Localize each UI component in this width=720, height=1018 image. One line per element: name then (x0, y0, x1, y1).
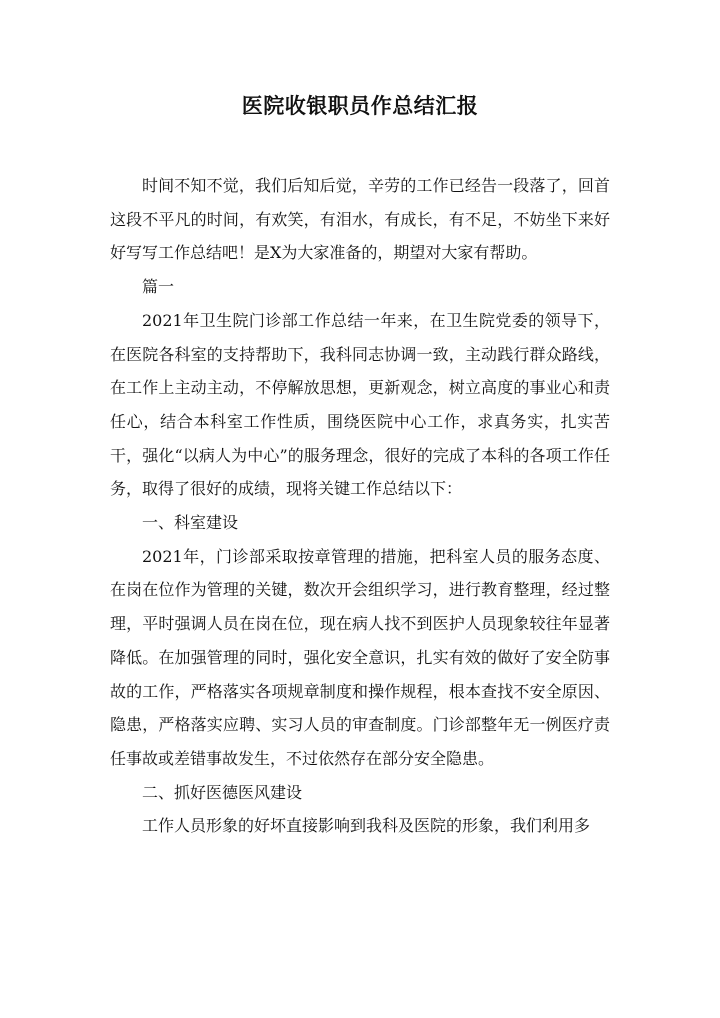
document-body (110, 169, 610, 843)
paragraph-department-construction: 2021年，门诊部采取按章管理的措施，把科室人员的服务态度、在岗在位作为管理的关键，数次开会组织学习，进行教育整理，经过整理，平时强调人员在岗在位，现在病人找不到医护人员现象较往年显著降低。在加强管理的同时，强化安全意识，扎实有效的做好了安全防事故的工作，严格落实各项规章制度和操作规程，根本查找不安全原因、隐患，严格落实应聘、实习人员的审查制度。门诊部整年无一例医疗责任事故或差错事故发生，不过依然存在部分安全隐患。 (110, 546, 610, 768)
heading-medical-ethics: 二、抓好医德医风建设 (142, 782, 303, 802)
paragraph-medical-ethics: 工作人员形象的好坏直接影响到我科及医院的形象，我们利用多 (142, 816, 591, 836)
document-title: 医院收银职员作总结汇报 (241, 93, 479, 118)
paragraph-intro: 时间不知不觉，我们后知后觉，辛劳的工作已经告一段落了，回首这段不平凡的时间，有欢笑，有泪水，有成长，有不足，不妨坐下来好好写写工作总结吧！是X为大家准备的，期望对大家有帮助。 (110, 176, 610, 263)
heading-department-construction: 一、科室建设 (142, 513, 239, 533)
paragraph-summary: 2021年卫生院门诊部工作总结一年来，在卫生院党委的领导下，在医院各科室的支持帮助下，我科同志协调一致，主动践行群众路线，在工作上主动主动，不停解放思想，更新观念，树立高度的事业心和责任心，结合本科室工作性质，围绕医院中心工作，求真务实，扎实苦干，强化“以病人为中心”的服务理念，很好的完成了本科的各项工作任务，取得了很好的成绩，现将关键工作总结以下： (110, 310, 610, 499)
section-label-part-one: 篇一 (142, 277, 175, 297)
